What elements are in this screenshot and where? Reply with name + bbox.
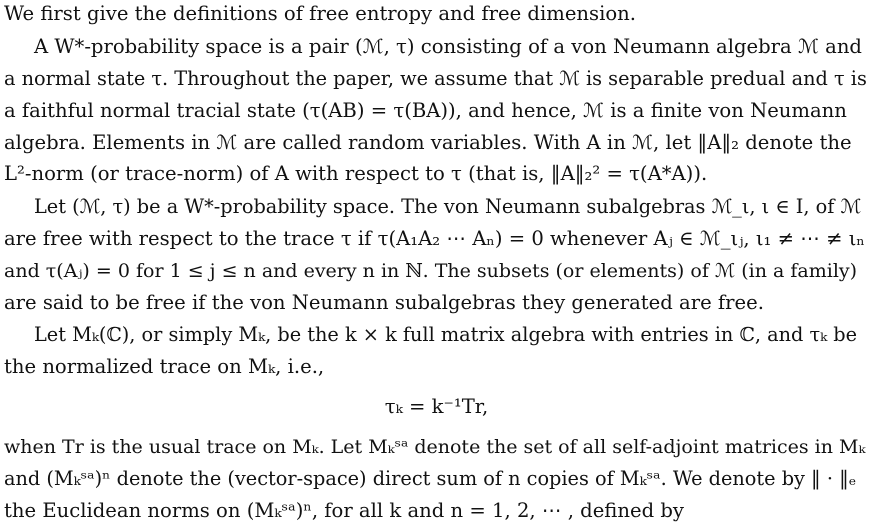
text-line: L²-norm (or trace-norm) of A with respect to τ (that is, ‖A‖₂² = τ(A*A)). (4, 162, 708, 185)
text-line: the Euclidean norms on (Mₖˢᵃ)ⁿ, for all k and n = 1, 2, ⋯ , defined by (4, 499, 684, 522)
text-line: are said to be free if the von Neumann subalgebras they generated are free. (4, 291, 764, 314)
text-line: the normalized trace on Mₖ, i.e., (4, 355, 325, 378)
text-line: Let (ℳ, τ) be a W*-probability space. The von Neumann subalgebras ℳ_ι, ι ∈ I, of ℳ (34, 195, 862, 218)
text-line: a faithful normal tracial state (τ(AB) = τ(BA)), and hence, ℳ is a finite von Neumann (4, 99, 847, 122)
text-line: when Tr is the usual trace on Mₖ. Let Mₖˢᵃ denote the set of all self-adjoint matrices in Mₖ (4, 436, 866, 458)
text-line: and (Mₖˢᵃ)ⁿ denote the (vector-space) direct sum of n copies of Mₖˢᵃ. We denote by ‖ · ‖ₑ (4, 467, 857, 490)
text-line: are free with respect to the trace τ if τ(A₁A₂ ⋯ Aₙ) = 0 whenever Aⱼ ∈ ℳ_ιⱼ, ι₁ ≠ ⋯ ≠ ιₙ (4, 227, 865, 250)
text-line: A W*-probability space is a pair (ℳ, τ) consisting of a von Neumann algebra ℳ and (34, 35, 862, 58)
display-equation: τₖ = k⁻¹Tr, (384, 395, 489, 418)
text-line: algebra. Elements in ℳ are called random variables. With A in ℳ, let ‖A‖₂ denote the (4, 131, 852, 154)
text-line: a normal state τ. Throughout the paper, we assume that ℳ is separable predual and τ is (4, 67, 867, 90)
text-line: We first give the definitions of free entropy and free dimension. (4, 2, 636, 25)
text-line: and τ(Aⱼ) = 0 for 1 ≤ j ≤ n and every n in ℕ. The subsets (or elements) of ℳ (in a family) (4, 260, 858, 282)
text-line: Let Mₖ(ℂ), or simply Mₖ, be the k × k full matrix algebra with entries in ℂ, and τₖ be (34, 323, 858, 346)
